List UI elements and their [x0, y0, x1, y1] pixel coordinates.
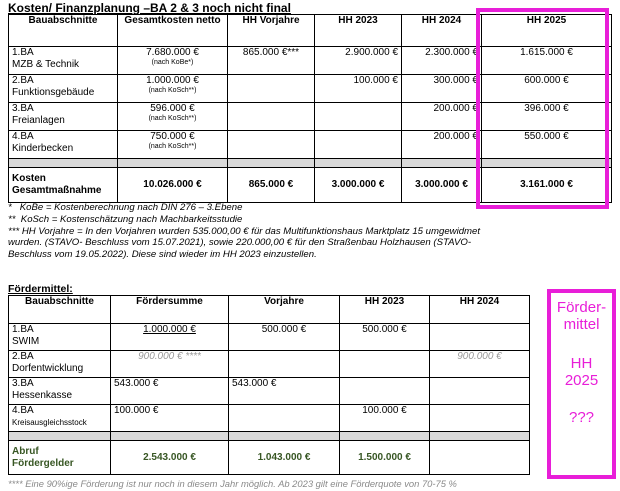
funding-header-row	[9, 296, 530, 324]
total-label-2: Gesamtmaßnahme	[12, 185, 102, 196]
ba-name: Funktionsgebäude	[12, 87, 95, 98]
total-hh2023: 1.500.000 €	[340, 441, 430, 475]
ba-name: SWIM	[12, 336, 40, 347]
vorjahre-value	[229, 351, 340, 378]
hh2024-value	[430, 378, 530, 405]
hh2024-value	[430, 324, 530, 351]
hh2024-value: 200.000 €	[402, 131, 482, 159]
vorjahre-value: 500.000 €	[229, 324, 340, 351]
col-header-hh2024: HH 2024	[430, 296, 530, 324]
col-header-hh2023: HH 2023	[340, 296, 430, 324]
total-label: Kosten	[12, 173, 46, 184]
magenta-line-1: Förder-	[556, 299, 607, 316]
hh2023-value: 100.000 €	[315, 75, 402, 103]
vorjahre-value	[228, 131, 315, 159]
col-header-gesamtkosten: Gesamtkosten netto	[118, 15, 228, 47]
col-header-vorjahre: HH Vorjahre	[228, 15, 315, 47]
ba-label: 2.BA	[12, 351, 34, 362]
hh2023-value: 100.000 €	[340, 405, 430, 432]
hh2024-value: 900.000 €	[430, 351, 530, 378]
hh2025-value: 600.000 €	[482, 75, 612, 103]
total-value: 7.680.000 €	[146, 47, 199, 58]
hh2025-value: 550.000 €	[482, 131, 612, 159]
vorjahre-value: 543.000 €	[229, 378, 340, 405]
magenta-line-2: mittel	[563, 316, 600, 333]
funding-row	[9, 405, 530, 432]
hh2023-value	[340, 378, 430, 405]
note-hh-vorjahre: *** HH Vorjahre = In den Vorjahren wurden 535.000,00 € für das Multifunktionshaus Marktplatz 15 umgewidmet wurden. (STAVO- Beschluss vom 15.07.2021), sowie 220.000,00 € für den Straßenbau Holzhausen (STAVO- Beschluss vom 19.05.2022). Diese sind wieder im HH 2023 einzustellen.	[8, 225, 481, 261]
funding-row	[9, 351, 530, 378]
funding-table	[8, 295, 530, 475]
funding-total-row	[9, 441, 530, 475]
funding-row	[9, 378, 530, 405]
ba-name: Kinderbecken	[12, 143, 74, 154]
foerdermittel-hh2025-box	[547, 289, 616, 479]
footnote: **** Eine 90%ige Förderung ist nur noch in diesem Jahr möglich. Ab 2023 gilt eine Förderquote von 70-75 %	[8, 478, 457, 489]
note-kosch: ** KoSch = Kostenschätzung nach Machbarkeitsstudie	[8, 213, 243, 225]
total-foerdersumme: 2.543.000 €	[111, 441, 229, 475]
col-header-bauabschnitte: Bauabschnitte	[9, 296, 111, 324]
total-sum: 10.026.000 €	[118, 168, 228, 203]
page-title: Kosten/ Finanzplanung –BA 2 & 3 noch nicht final	[8, 1, 291, 15]
total-value: 1.000.000 €	[146, 75, 199, 86]
col-header-hh2025: HH 2025	[482, 15, 612, 47]
hh2023-value: 2.900.000 €	[315, 47, 402, 75]
funding-row	[9, 324, 530, 351]
ba-label: 3.BA	[12, 378, 34, 389]
col-header-foerdersumme: Fördersumme	[111, 296, 229, 324]
vorjahre-value: 865.000 €***	[228, 47, 315, 75]
notes	[8, 202, 620, 261]
hh2024-value	[430, 405, 530, 432]
hh2024-value: 2.300.000 €	[402, 47, 482, 75]
vorjahre-value	[228, 103, 315, 131]
total-label-2: Fördergelder	[12, 457, 74, 469]
total-value: 596.000 €	[150, 103, 195, 114]
hh2023-value: 500.000 €	[340, 324, 430, 351]
col-header-bauabschnitte: Bauabschnitte	[9, 15, 118, 47]
foerdersumme-value: 100.000 €	[111, 405, 229, 432]
cost-basis-note: (nach KoSch**)	[148, 87, 197, 94]
foerdersumme-value: 543.000 €	[111, 378, 229, 405]
hh2025-value: 396.000 €	[482, 103, 612, 131]
hh2023-value	[315, 103, 402, 131]
ba-name: Dorfentwicklung	[12, 363, 84, 374]
vorjahre-value	[228, 75, 315, 103]
ba-name: Freianlagen	[12, 115, 65, 126]
total-vorjahre: 865.000 €	[228, 168, 315, 203]
ba-label: 4.BA	[12, 131, 34, 142]
hh2023-value	[340, 351, 430, 378]
col-header-hh2023: HH 2023	[315, 15, 402, 47]
ba-label: 4.BA	[12, 405, 34, 416]
total-hh2023: 3.000.000 €	[315, 168, 402, 203]
funding-title: Fördermittel:	[8, 283, 73, 295]
total-hh2025: 3.161.000 €	[482, 168, 612, 203]
total-hh2024: 3.000.000 €	[402, 168, 482, 203]
foerdersumme-value: 900.000 € ****	[111, 351, 229, 378]
ba-label: 3.BA	[12, 103, 34, 114]
note-kobe: * KoBe = Kostenberechnung nach DIN 276 – 3.Ebene	[8, 202, 243, 213]
total-label: Abruf	[12, 445, 39, 457]
cost-basis-note: (nach KoBe*)	[151, 59, 194, 66]
separator-row	[9, 432, 530, 441]
magenta-line-4: 2025	[564, 372, 599, 389]
foerdersumme-value: 1.000.000 €	[143, 324, 196, 335]
cost-basis-note: (nach KoSch**)	[148, 143, 197, 150]
hh2025-value: 1.615.000 €	[482, 47, 612, 75]
total-value: 750.000 €	[150, 131, 195, 142]
ba-name: Kreisausgleichsstock	[12, 418, 87, 427]
total-vorjahre: 1.043.000 €	[229, 441, 340, 475]
hh2023-value	[315, 131, 402, 159]
cost-basis-note: (nach KoSch**)	[148, 115, 197, 122]
ba-label: 1.BA	[12, 324, 34, 335]
col-header-hh2024: HH 2024	[402, 15, 482, 47]
hh2025-highlight-box	[476, 8, 609, 209]
magenta-line-5: ???	[568, 409, 595, 426]
hh2024-value: 300.000 €	[402, 75, 482, 103]
magenta-line-3: HH	[570, 355, 593, 372]
vorjahre-value	[229, 405, 340, 432]
col-header-vorjahre: Vorjahre	[229, 296, 340, 324]
ba-name: MZB & Technik	[12, 59, 80, 70]
total-hh2024	[430, 441, 530, 475]
ba-name: Hessenkasse	[12, 390, 73, 401]
ba-label: 2.BA	[12, 75, 34, 86]
ba-label: 1.BA	[12, 47, 34, 58]
hh2024-value: 200.000 €	[402, 103, 482, 131]
